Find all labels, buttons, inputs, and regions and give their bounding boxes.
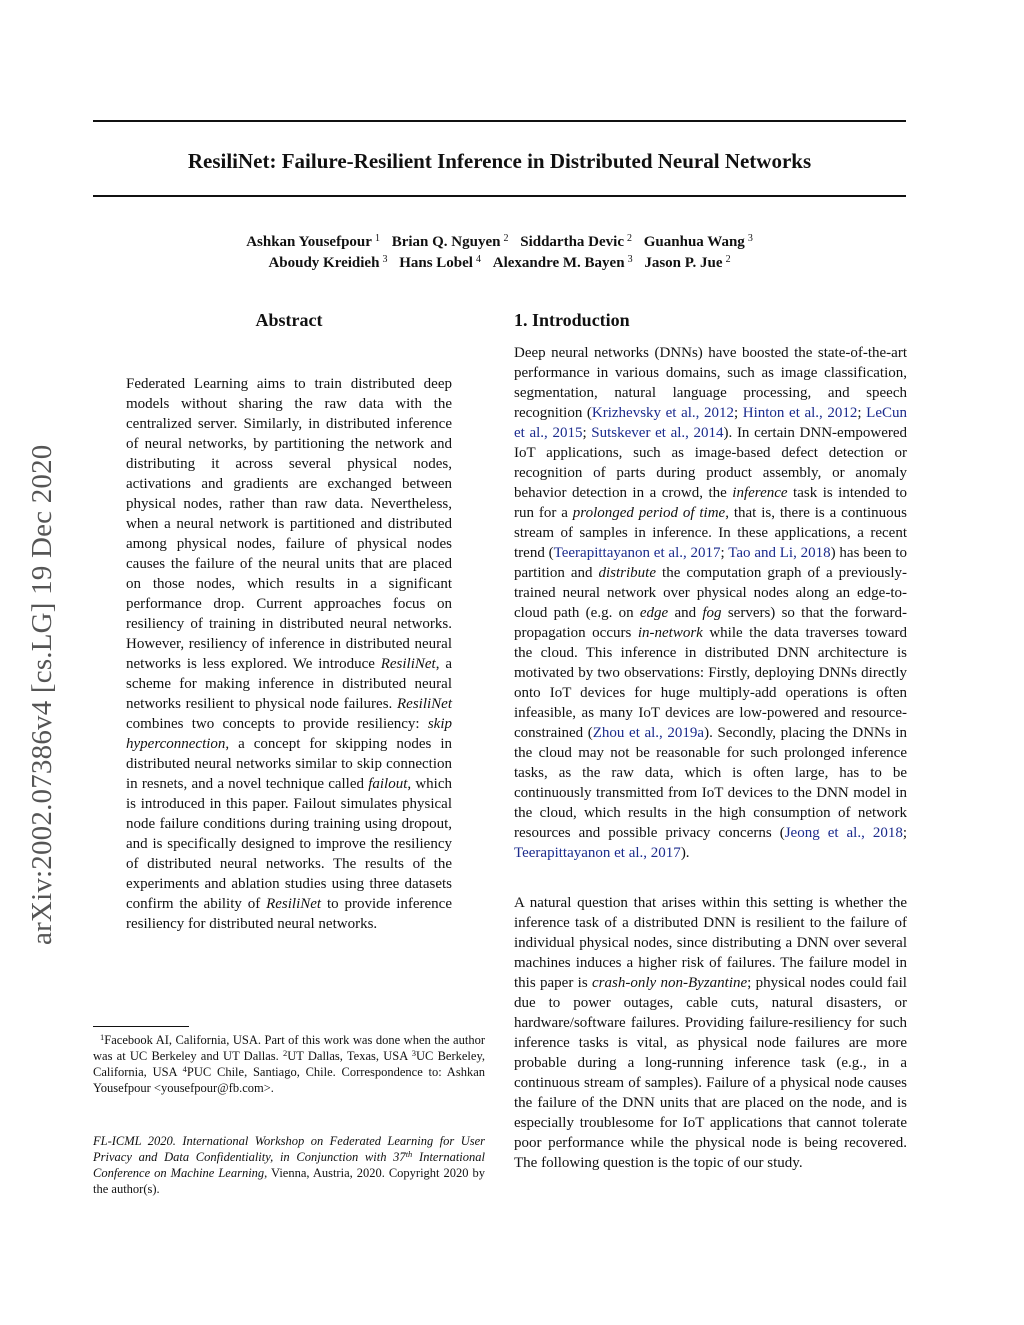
author: Guanhua Wang $^3$: [643, 233, 753, 250]
author: Brian Q. Nguyen $^2$: [391, 233, 509, 250]
citation-link[interactable]: Jeong et al., 2018: [784, 825, 903, 841]
paper-title: ResiliNet: Failure-Resilient Inference in Distributed Neural Networks: [187, 149, 812, 173]
venue-note: FL-ICML 2020. International Workshop on Federated Learning for User Privacy and Data Confidentiality, in Conjunction with 37th International Conference on Machine Learning, Vienna, Austria, 2020. Copyright 2020 by the author(s).: [93, 1134, 486, 1196]
citation-link[interactable]: Hinton et al., 2012: [742, 405, 858, 421]
abstract-text: Federated Learning aims to train distributed deep models without sharing the raw data with the centralized server. Similarly, in distributed inference of neural networks, by partitioning the network and distributing it across several physical nodes, activations and gradients are exchanged between physical nodes, rather than raw data. Nevertheless, when a neural network is partitioned and distributed among physical nodes, failure of physical nodes causes the failure of the neural units that are placed on those nodes, which results in a significant performance drop. Current approaches focus on resiliency of training in distributed neural networks. However, resiliency of inference in distributed neural networks is less explored. We introduce ResiliNet, a scheme for making inference in distributed neural networks resilient to physical node failures. ResiliNet combines two concepts to provide resiliency: skip hyperconnection, a concept for skipping nodes in distributed neural networks similar to skip connection in resnets, and a novel technique called failout, which is introduced in this paper. Failout simulates physical node failure conditions during training using dropout, and is specifically designed to improve the resiliency of distributed neural networks. The results of the experiments and ablation studies using three datasets confirm the ability of ResiliNet to provide inference resiliency for distributed neural networks.: [126, 376, 452, 932]
introduction-heading: 1. Introduction: [514, 310, 630, 330]
citation-link[interactable]: Tao and Li, 2018: [728, 545, 831, 561]
author: Aboudy Kreidieh $^3$: [268, 254, 388, 271]
intro-paragraph-1: Deep neural networks (DNNs) have boosted the state-of-the-art performance in various domains, such as image classification, segmentation, natural language processing, and speech recognition (Krizhevsky et al., 2012; Hinton et al., 2012; LeCun et al., 2015; Sutskever et al., 2014). In certain DNN-empowered IoT applications, such as image-based defect detection or recognition of parts during product assembly, or anomaly behavior detection in a crowd, the inference task is intended to run for a prolonged period of time, that is, there is a continuous stream of samples in inference. In these applications, a recent trend (Teerapittayanon et al., 2017; Tao and Li, 2018) has been to partition and distribute the computation graph of a previously-trained neural network over physical nodes along an edge-to-cloud path (e.g. on edge and fog servers) so that the forward-propagation occurs in-network while the data traverses toward the cloud. This inference in distributed DNN architecture is motivated by two observations: Firstly, deploying DNNs directly onto IoT devices for huge multiply-add operations is often infeasible, as many IoT devices are low-powered and resource-constrained (Zhou et al., 2019a). Secondly, placing the DNNs in the cloud may not be reasonable for such prolonged inference tasks, as the raw data, which is often large, has to be continuously transmitted from IoT devices to the DNN model in the cloud, which results in the high consumption of network resources and possible privacy concerns (Jeong et al., 2018; Teerapittayanon et al., 2017).: [514, 345, 907, 861]
citation-link[interactable]: Krizhevsky et al., 2012: [591, 405, 734, 421]
citation-link[interactable]: Teerapittayanon et al., 2017: [553, 545, 721, 561]
footnote-rule: [93, 1026, 189, 1027]
author-line-2: [93, 253, 906, 274]
affiliation-footnote: $^1$Facebook AI, California, USA. Part of this work was done when the author was at UC Berkeley and UT Dallas. $^2$UT Dallas, Texas, USA $^3$UC Berkeley, California, USA $^4$PUC Chile, Santiago, Chile. Correspondence to: Ashkan Yousefpour <yousefpour@fb.com>.: [93, 1032, 486, 1095]
author: Jason P. Jue $^2$: [644, 254, 731, 271]
author-list: [93, 232, 906, 274]
citation-link[interactable]: Sutskever et al., 2014: [591, 425, 724, 441]
author: Hans Lobel $^4$: [399, 254, 481, 271]
arxiv-identifier: arXiv:2002.07386v4 [cs.LG] 19 Dec 2020: [26, 444, 58, 945]
author: Siddartha Devic $^2$: [520, 233, 633, 250]
title-bottom-rule: [93, 195, 906, 197]
intro-paragraph-2: A natural question that arises within this setting is whether the inference task of a distributed DNN is resilient to the failure of individual physical nodes, since distributing a DNN over several machines induces a higher risk of failures. The failure model in this paper is crash-only non-Byzantine; physical nodes could fail due to power outages, cable cuts, natural disasters, or hardware/software failures. Providing failure-resiliency for such inference tasks is vital, as physical node failures are more probable during a long-running inference task (e.g., in a continuous stream of samples). Failure of a physical node causes the failure of the DNN units that are placed on the node, and is especially troublesome for IoT applications that cannot tolerate poor performance while the physical node is being recovered. The following question is the topic of our study.: [514, 895, 907, 1171]
author: Ashkan Yousefpour $^1$: [246, 233, 380, 250]
citation-link[interactable]: Teerapittayanon et al., 2017: [514, 845, 681, 861]
citation-link[interactable]: Zhou et al., 2019a: [592, 725, 705, 741]
abstract-heading: Abstract: [255, 310, 323, 330]
author: Alexandre M. Bayen $^3$: [492, 254, 633, 271]
author-line-1: [93, 232, 906, 253]
citation-link[interactable]: LeCun et al., 2015: [514, 405, 907, 441]
title-top-rule: [93, 120, 906, 122]
